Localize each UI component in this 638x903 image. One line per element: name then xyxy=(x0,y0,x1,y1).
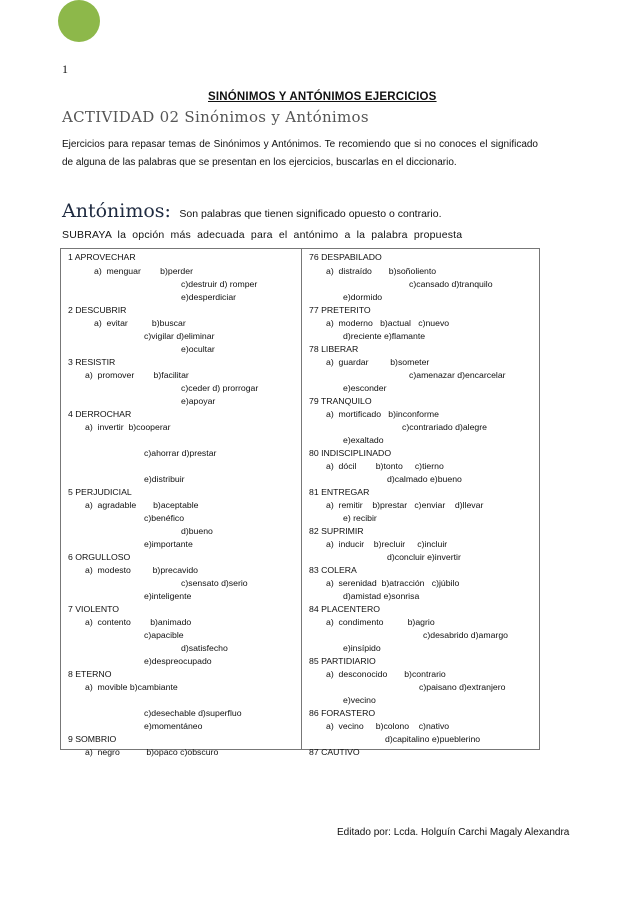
left-exercise-line: e)distribuir xyxy=(144,474,185,484)
left-exercise-line: d)bueno xyxy=(181,526,213,536)
intro-paragraph: Ejercicios para repasar temas de Sinónimos y Antónimos. Te recomiendo que si no conoces el significado de alguna de las palabras que se presentan en los ejercicios, buscarlas en el diccionario. xyxy=(62,139,538,168)
antonimos-word: Antónimos: xyxy=(62,200,171,222)
left-exercise-line: a) menguar b)perder xyxy=(94,266,193,276)
left-exercise-line: e)apoyar xyxy=(181,396,216,406)
right-exercise-line: a) serenidad b)atracción c)júbilo xyxy=(326,578,460,588)
right-exercise-line: 85 PARTIDIARIO xyxy=(309,656,376,666)
left-exercise-line: e)despreocupado xyxy=(144,656,212,666)
right-exercise-line: 87 CAUTIVO xyxy=(309,747,360,757)
left-exercise-line: a) invertir b)cooperar xyxy=(85,422,171,432)
left-exercise-line: 1 APROVECHAR xyxy=(68,252,136,262)
left-exercise-line: a) negro b)opaco c)obscuro xyxy=(85,747,219,757)
left-exercise-line: 7 VIOLENTO xyxy=(68,604,120,614)
right-exercise-line: 77 PRETERITO xyxy=(309,305,371,315)
right-exercise-line: 81 ENTREGAR xyxy=(309,487,370,497)
right-exercise-line: a) dócil b)tonto c)tierno xyxy=(326,461,444,471)
right-exercise-line: a) vecino b)colono c)nativo xyxy=(326,721,450,731)
left-exercise-line: c)destruir d) romper xyxy=(181,279,258,289)
left-exercise-line: a) promover b)facilitar xyxy=(85,370,189,380)
right-exercise-line: e)exaltado xyxy=(343,435,384,445)
left-exercise-line: e)inteligente xyxy=(144,591,192,601)
left-exercise-line: c)benéfico xyxy=(144,513,185,523)
right-exercise-line: a) inducir b)recluir c)incluir xyxy=(326,539,448,549)
left-exercise-line: a) agradable b)aceptable xyxy=(85,500,199,510)
right-exercise-line: 83 COLERA xyxy=(309,565,357,575)
right-exercise-line: 78 LIBERAR xyxy=(309,344,359,354)
column-divider xyxy=(301,249,302,749)
decorative-circle xyxy=(58,0,100,42)
right-exercise-line: e)esconder xyxy=(343,383,387,393)
right-exercise-line: 80 INDISCIPLINADO xyxy=(309,448,392,458)
left-exercise-line: c)ceder d) prorrogar xyxy=(181,383,259,393)
left-exercise-line: a) movible b)cambiante xyxy=(85,682,178,692)
left-exercise-line: e)ocultar xyxy=(181,344,215,354)
left-exercise-line: c)sensato d)serio xyxy=(181,578,248,588)
left-exercise-line: e)importante xyxy=(144,539,193,549)
left-exercise-line: a) evitar b)buscar xyxy=(94,318,186,328)
left-exercise-line: e)momentáneo xyxy=(144,721,203,731)
antonimos-heading xyxy=(62,200,442,222)
right-exercise-line: a) remitir b)prestar c)enviar d)llevar xyxy=(326,500,484,510)
right-exercise-line: 76 DESPABILADO xyxy=(309,252,382,262)
right-exercise-line: 86 FORASTERO xyxy=(309,708,376,718)
right-exercise-line: d)amistad e)sonrisa xyxy=(343,591,420,601)
instruction-text: SUBRAYA la opción más adecuada para el antónimo a la palabra propuesta xyxy=(62,229,463,241)
left-exercise-line: 4 DERROCHAR xyxy=(68,409,132,419)
right-exercise-line: c)paisano d)extranjero xyxy=(419,682,506,692)
left-exercise-line: a) contento b)animado xyxy=(85,617,192,627)
antonimos-definition: Son palabras que tienen significado opuesto o contrario. xyxy=(179,208,442,220)
left-exercise-line: a) modesto b)precavido xyxy=(85,565,198,575)
right-exercise-line: d)capitalino e)pueblerino xyxy=(385,734,481,744)
activity-heading: ACTIVIDAD 02 Sinónimos y Antónimos xyxy=(62,108,369,126)
right-exercise-line: c)contrariado d)alegre xyxy=(402,422,487,432)
left-exercise-line: 8 ETERNO xyxy=(68,669,112,679)
right-exercise-line: a) desconocido b)contrario xyxy=(326,669,446,679)
left-exercise-line: c)apacible xyxy=(144,630,184,640)
right-exercise-line: 82 SUPRIMIR xyxy=(309,526,364,536)
right-exercise-line: 84 PLACENTERO xyxy=(309,604,380,614)
left-exercise-line: 9 SOMBRIO xyxy=(68,734,117,744)
right-exercise-line: c)amenazar d)encarcelar xyxy=(409,370,506,380)
left-exercise-line: 3 RESISTIR xyxy=(68,357,116,367)
page-number: 1 xyxy=(62,62,68,76)
footer-credit: Editado por: Lcda. Holguín Carchi Magaly Alexandra xyxy=(337,827,570,838)
right-exercise-line: d)concluir e)invertir xyxy=(387,552,461,562)
right-exercise-line: e)insípido xyxy=(343,643,381,653)
right-exercise-line: 79 TRANQUILO xyxy=(309,396,372,406)
right-exercise-line: e)dormido xyxy=(343,292,383,302)
right-exercise-line: e) recibir xyxy=(343,513,377,523)
right-exercise-line: a) mortificado b)inconforme xyxy=(326,409,439,419)
left-exercise-line: 2 DESCUBRIR xyxy=(68,305,127,315)
right-exercise-line: d)calmado e)bueno xyxy=(387,474,462,484)
left-exercise-line: d)satisfecho xyxy=(181,643,228,653)
right-exercise-line: a) distraído b)soñoliento xyxy=(326,266,437,276)
right-exercise-line: c)desabrido d)amargo xyxy=(423,630,508,640)
left-exercise-line: c)vigilar d)eliminar xyxy=(144,331,215,341)
right-exercise-line: a) guardar b)someter xyxy=(326,357,430,367)
page-title: SINÓNIMOS Y ANTÓNIMOS EJERCICIOS xyxy=(208,91,437,103)
left-exercise-line: c)desechable d)superfluo xyxy=(144,708,242,718)
right-exercise-line: e)vecino xyxy=(343,695,376,705)
left-exercise-line: c)ahorrar d)prestar xyxy=(144,448,217,458)
left-exercise-line: 5 PERJUDICIAL xyxy=(68,487,132,497)
right-exercise-line: a) condimento b)agrio xyxy=(326,617,435,627)
right-exercise-line: d)reciente e)flamante xyxy=(343,331,426,341)
right-exercise-line: a) moderno b)actual c)nuevo xyxy=(326,318,450,328)
exercise-table xyxy=(60,248,540,757)
right-exercise-line: c)cansado d)tranquilo xyxy=(409,279,493,289)
left-exercise-line: e)desperdiciar xyxy=(181,292,237,302)
left-exercise-line: 6 ORGULLOSO xyxy=(68,552,131,562)
